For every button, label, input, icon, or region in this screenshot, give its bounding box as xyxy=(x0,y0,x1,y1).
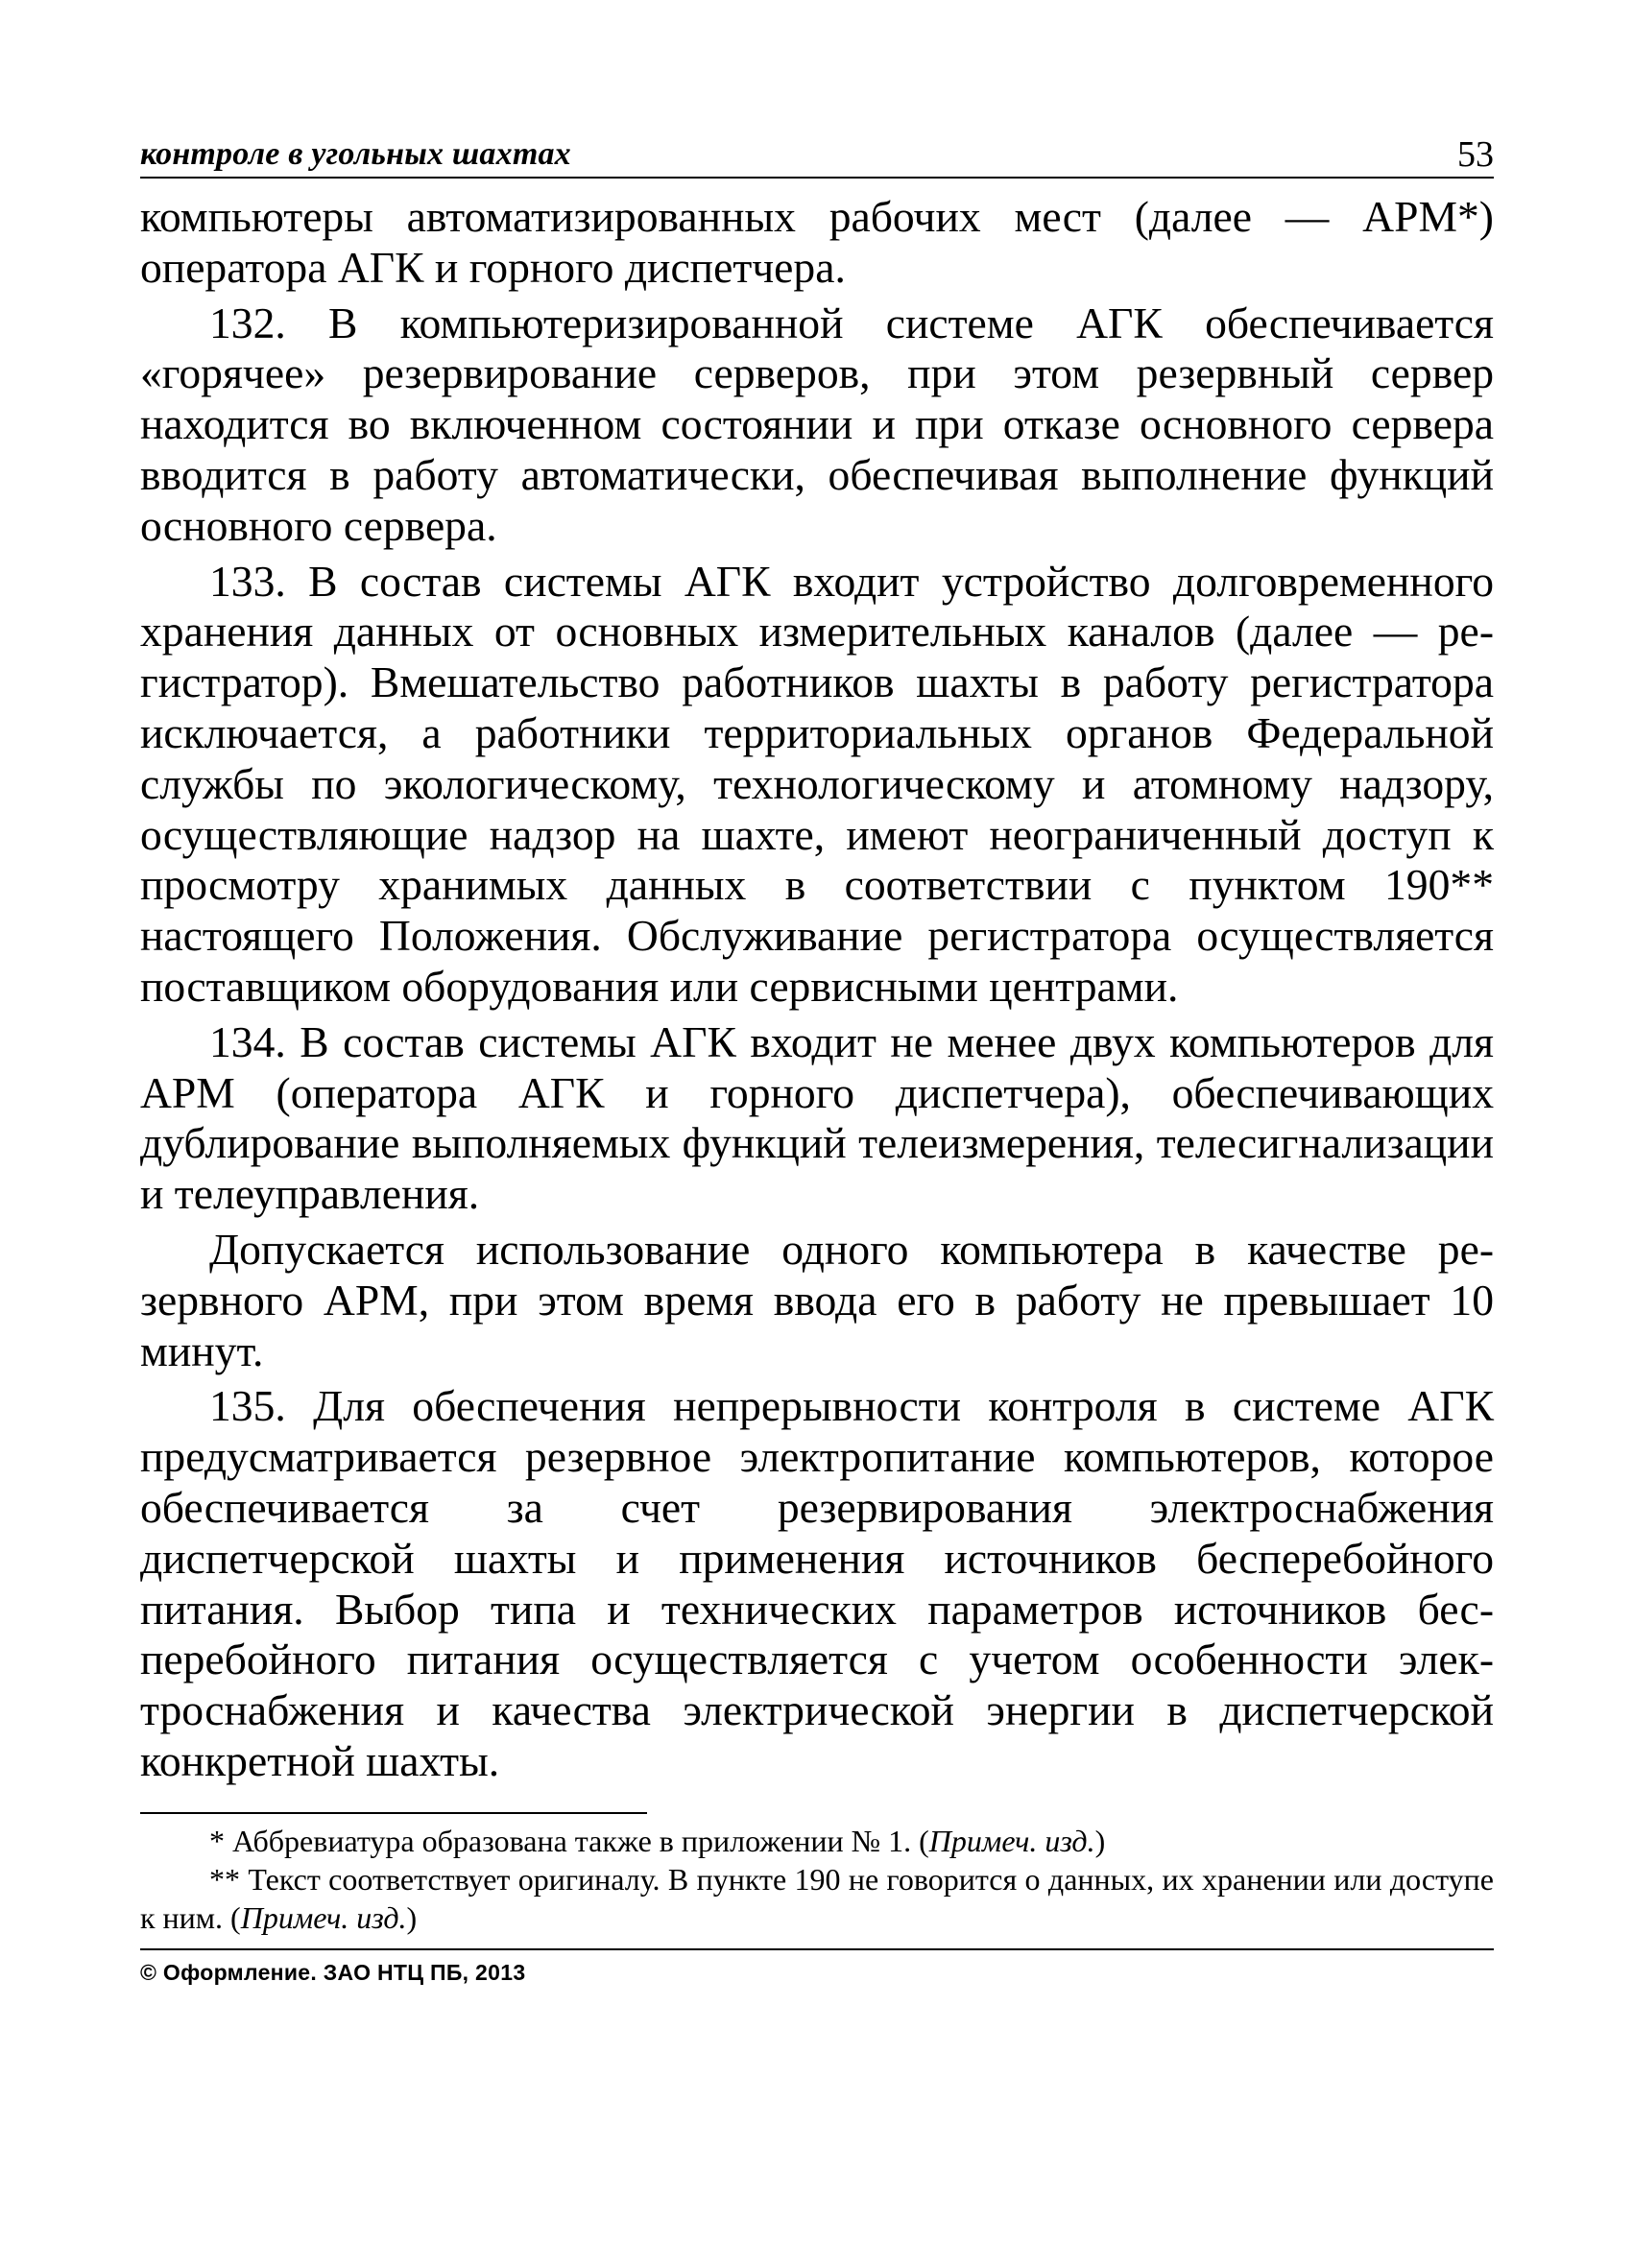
footnote-2 xyxy=(140,1860,1494,1937)
paragraph-135: 135. Для обеспечения непрерывности контроля в системе АГК предусматривается резервное электропитание компьютеров, которое обеспечивается за счет резервирования электроснабжения диспетчерской шахты и применения источников бесперебойного питания. Выбор типа и технических параметров источников бесперебойного питания осуществляется с учетом особенности электроснабжения и качества электрической энергии в диспетчерской конкретной шахты. xyxy=(140,1381,1494,1785)
footnote-divider xyxy=(140,1812,647,1814)
running-title: контроле в угольных шахтах xyxy=(140,136,571,172)
footnote-1-text: * Аббревиатура образована также в приложении № 1. ( xyxy=(209,1823,929,1858)
footnote-1-close: ) xyxy=(1094,1823,1106,1858)
copyright-line: © Оформление. ЗАО НТЦ ПБ, 2013 xyxy=(140,1948,1494,1986)
footnotes xyxy=(140,1812,1494,1937)
paragraph-133: 133. В состав системы АГК входит устройство долговременного хранения данных от основных измерительных каналов (далее — регистратор). Вмешательство работников шахты в работу регистратора исключается, а работники территориальных органов Федеральной службы по экологическому, технологическому и атомному надзору, осуществляющие надзор на шахте, имеют неограниченный доступ к просмотру хранимых данных в соответствии с пунктом 190** настоящего Положения. Обслуживание регистратора осуществляется поставщиком оборудования или сервисными центрами. xyxy=(140,556,1494,1011)
footnote-1 xyxy=(140,1822,1494,1860)
footnote-2-close: ) xyxy=(406,1899,418,1935)
footnote-1-publisher-note: Примеч. изд. xyxy=(928,1823,1095,1858)
paragraph-132: 132. В компьютеризированной системе АГК обеспечивается «горячее» резервирование серверов, при этом резервный сервер находится во включенном состоянии и при отказе основного сервера вводится в работу автоматически, обеспечивая выполнение функций основного сервера. xyxy=(140,298,1494,550)
footnote-2-text: ** Текст соответствует оригиналу. В пункте 190 не говорится о данных, их хранении или доступе к ним. ( xyxy=(140,1861,1494,1935)
paragraph-134-continued: Допускается использование одного компьютера в качестве резервного АРМ, при этом время ввода его в работу не превышает 10 минут. xyxy=(140,1224,1494,1375)
page-number: 53 xyxy=(1457,134,1494,175)
paragraph-continuation: компьютеры автоматизированных рабочих мест (далее — АРМ*) оператора АГК и горного диспетчера. xyxy=(140,192,1494,292)
page xyxy=(140,125,1494,1986)
body-text xyxy=(140,192,1494,1787)
footnote-2-publisher-note: Примеч. изд. xyxy=(240,1899,407,1935)
paragraph-134: 134. В состав системы АГК входит не менее двух компьютеров для АРМ (оператора АГК и горного диспетчера), обеспечивающих дублирование выполняемых функций телеизмерения, телесигнализации и телеуправления. xyxy=(140,1016,1494,1219)
running-header xyxy=(140,125,1494,179)
